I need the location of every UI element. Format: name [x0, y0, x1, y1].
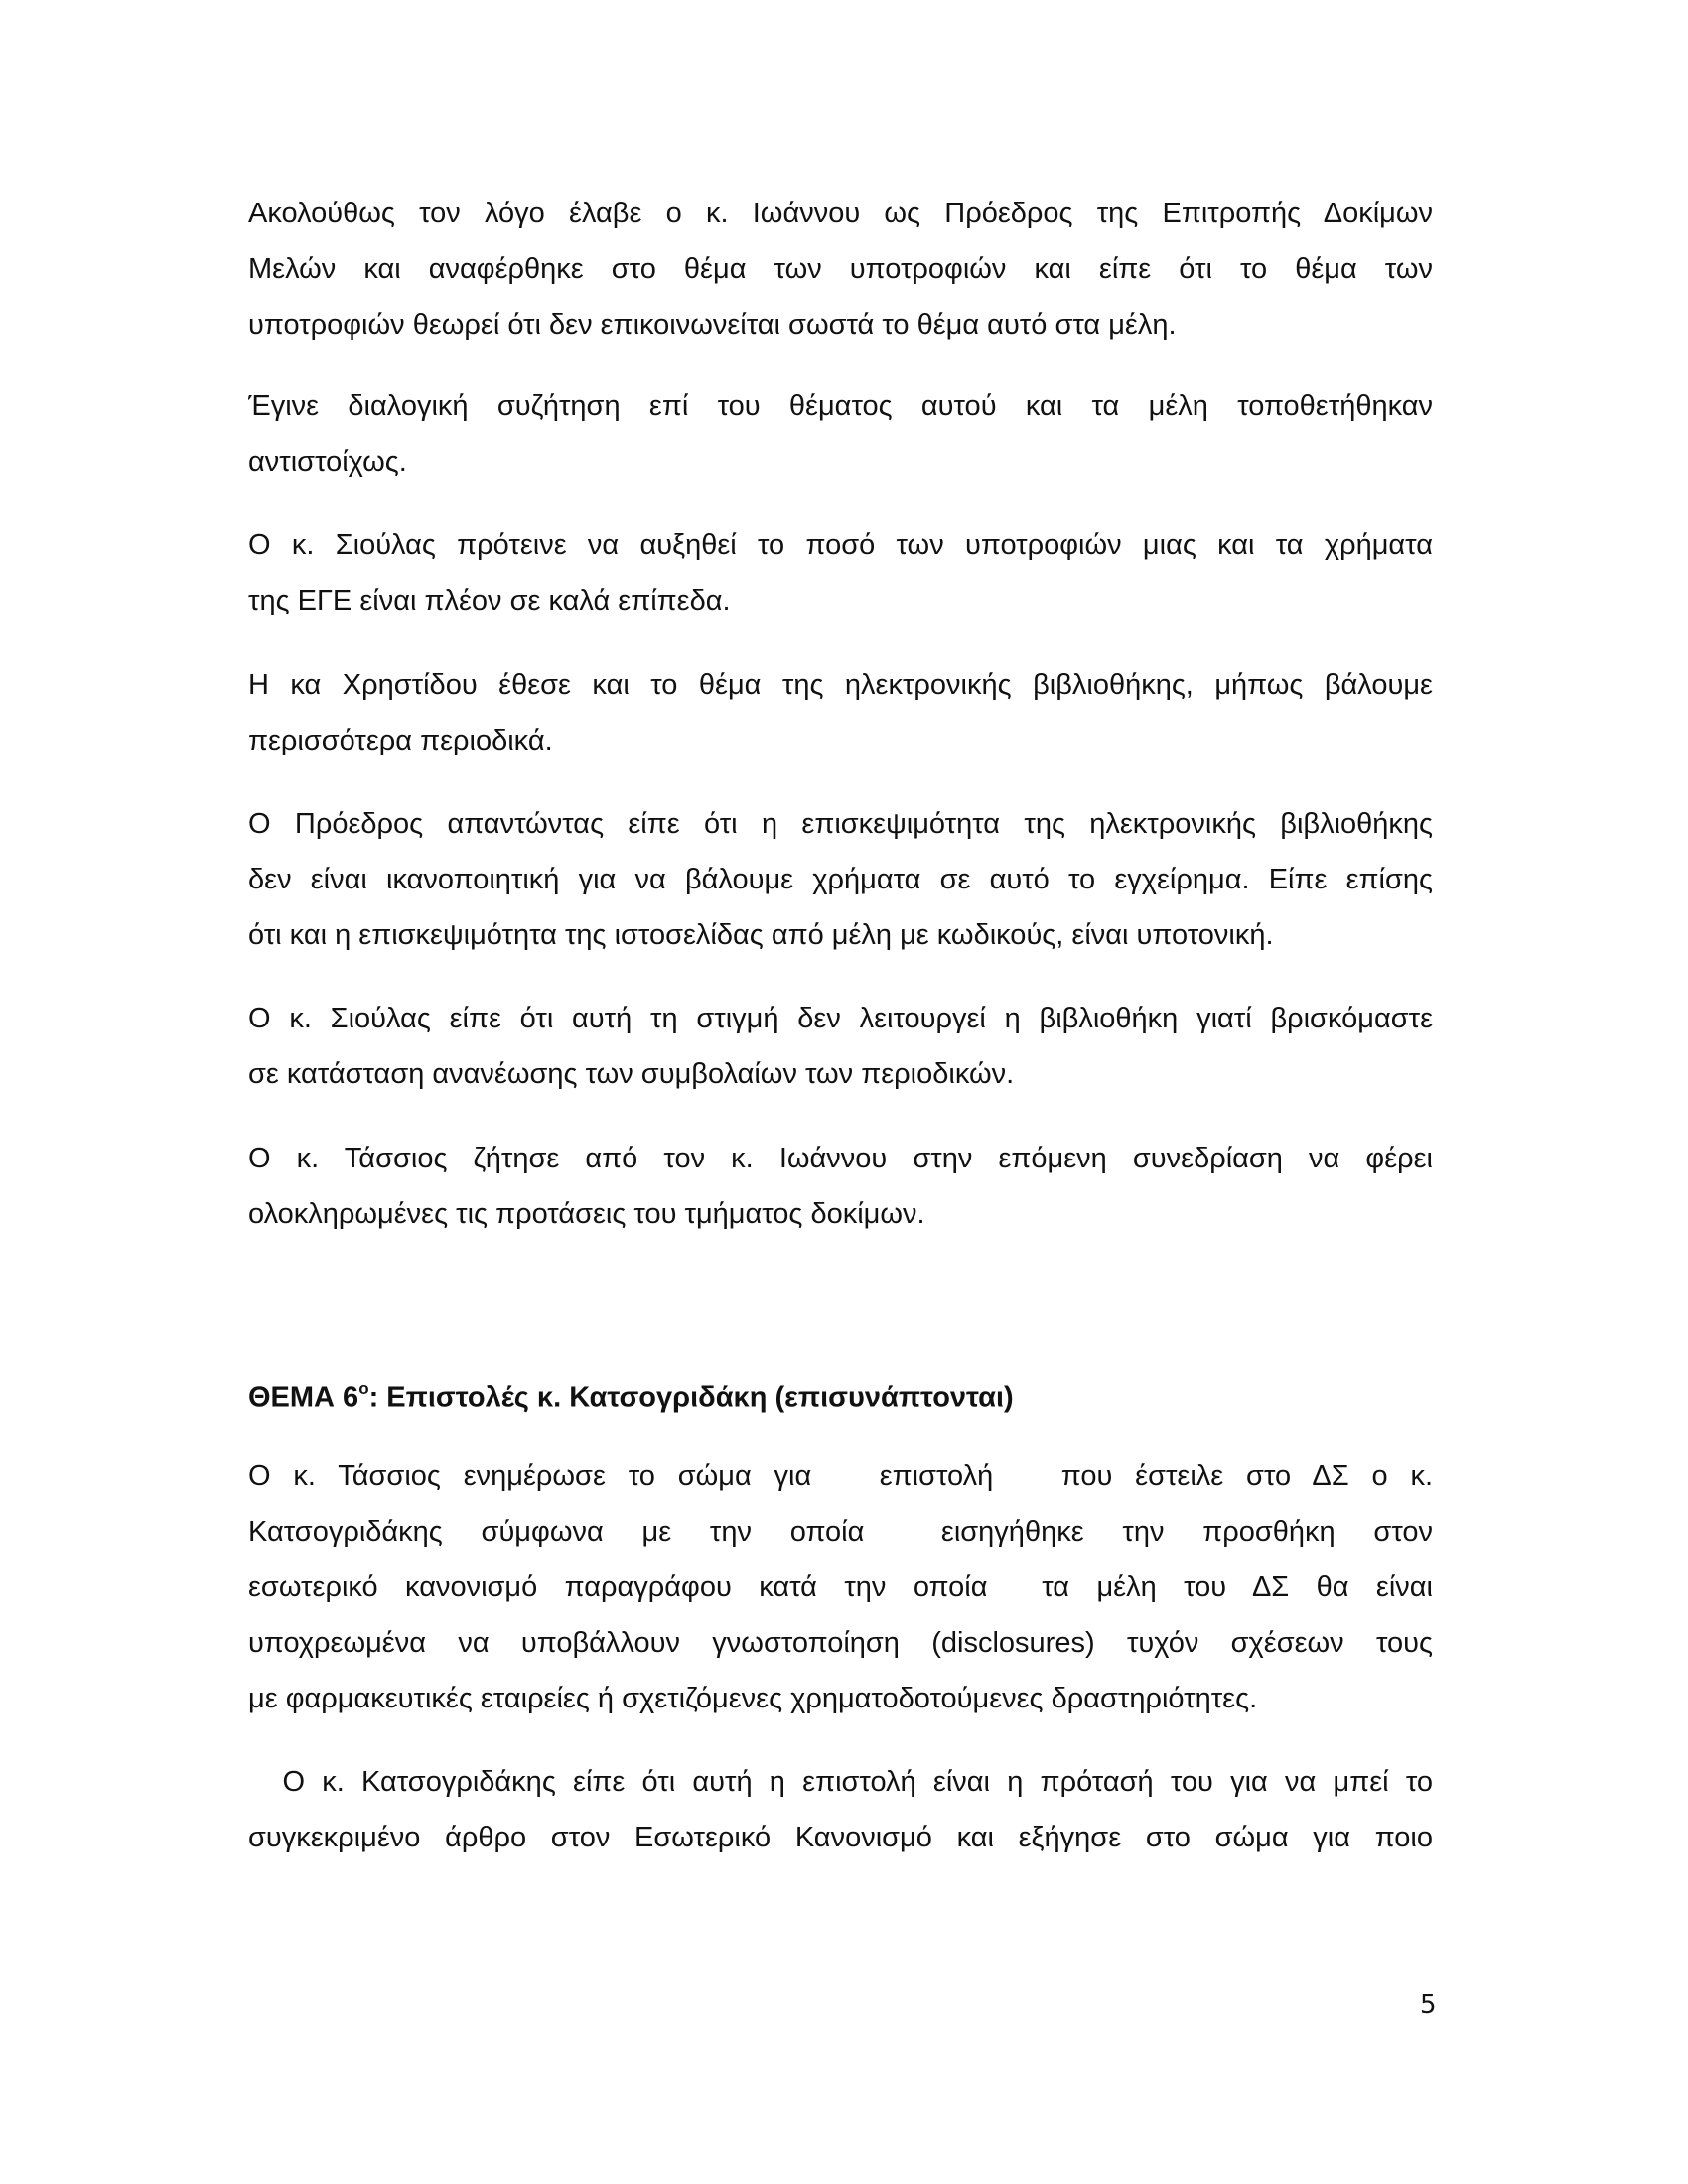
text-line: με φαρμακευτικές εταιρείες ή σχετιζόμενες χρηματοδοτούμενες δραστηριότητες. [248, 1683, 1258, 1714]
heading-superscript: ο [358, 1379, 369, 1398]
text-line: Ο κ. Σιούλας είπε ότι αυτή τη στιγμή δεν λειτουργεί η βιβλιοθήκη γιατί βρισκόμαστε [248, 1003, 1433, 1034]
section-heading [248, 1363, 1014, 1426]
text-line: Μελών και αναφέρθηκε στο θέμα των υποτροφιών και είπε ότι το θέμα των [248, 253, 1433, 285]
text-line: ότι και η επισκεψιμότητα της ιστοσελίδας από μέλη με κωδικούς, είναι υποτονική. [248, 919, 1274, 951]
text-line: Ακολούθως τον λόγο έλαβε ο κ. Ιωάννου ως Πρόεδρος της Επιτροπής Δοκίμων [248, 198, 1433, 229]
text-line: εσωτερικό κανονισμό παραγράφου κατά την οποία τα μέλη του ΔΣ θα είναι [248, 1571, 1433, 1603]
text-line: αντιστοίχως. [248, 446, 407, 478]
paragraph-discussion [248, 378, 1433, 489]
text-line: Ο κ. Κατσογριδάκης είπε ότι αυτή η επιστολή είναι η πρότασή του για να μπεί το [248, 1766, 1433, 1798]
heading-prefix: ΘΕΜΑ 6 [248, 1381, 359, 1414]
text-line: περισσότερα περιοδικά. [248, 725, 553, 756]
text-line: Ο κ. Σιούλας πρότεινε να αυξηθεί το ποσό των υποτροφιών μιας και τα χρήματα [248, 529, 1433, 561]
text-line: Ο κ. Τάσσιος ζήτησε από τον κ. Ιωάννου στην επόμενη συνεδρίαση να φέρει [248, 1143, 1433, 1174]
page-number: 5 [1420, 1990, 1437, 2020]
text-line: υποτροφιών θεωρεί ότι δεν επικοινωνείται σωστά το θέμα αυτό στα μέλη. [248, 309, 1177, 341]
text-line: Η κα Χρηστίδου έθεσε και το θέμα της ηλεκτρονικής βιβλιοθήκης, μήπως βάλουμε [248, 669, 1433, 701]
paragraph-ioannou-scholarships [248, 186, 1433, 352]
paragraph-sioulas-proposal [248, 517, 1433, 628]
text-line: Ο Πρόεδρος απαντώντας είπε ότι η επισκεψιμότητα της ηλεκτρονικής βιβλιοθήκης [248, 808, 1433, 840]
paragraph-tassios-request [248, 1131, 1433, 1242]
text-line: σε κατάσταση ανανέωσης των συμβολαίων των περιοδικών. [248, 1058, 1015, 1090]
paragraph-sioulas-library [248, 991, 1433, 1102]
text-line: ολοκληρωμένες τις προτάσεις του τμήματος δοκίμων. [248, 1198, 925, 1230]
paragraph-christidou-library [248, 657, 1433, 768]
paragraph-president-response [248, 796, 1433, 963]
text-line: συγκεκριμένο άρθρο στον Εσωτερικό Κανονισμό και εξήγησε στο σώμα για ποιο [248, 1822, 1433, 1853]
text-line: υποχρεωμένα να υποβάλλουν γνωστοποίηση (disclosures) τυχόν σχέσεων τους [248, 1627, 1433, 1659]
text-line: Έγινε διαλογική συζήτηση επί του θέματος αυτού και τα μέλη τοποθετήθηκαν [248, 390, 1433, 422]
paragraph-katsogridakis-explanation [248, 1754, 1433, 1865]
text-line: Κατσογριδάκης σύμφωνα με την οποία εισηγήθηκε την προσθήκη στον [248, 1516, 1433, 1548]
text-line: της ΕΓΕ είναι πλέον σε καλά επίπεδα. [248, 585, 731, 616]
text-line: Ο κ. Τάσσιος ενημέρωσε το σώμα για επιστολή που έστειλε στο ΔΣ ο κ. [248, 1460, 1433, 1492]
heading-title: : Επιστολές κ. Κατσογριδάκη (επισυνάπτονται) [368, 1381, 1014, 1414]
text-line: δεν είναι ικανοποιητική για να βάλουμε χρήματα σε αυτό το εγχείρημα. Είπε επίσης [248, 864, 1433, 895]
paragraph-tassios-letter [248, 1448, 1433, 1726]
